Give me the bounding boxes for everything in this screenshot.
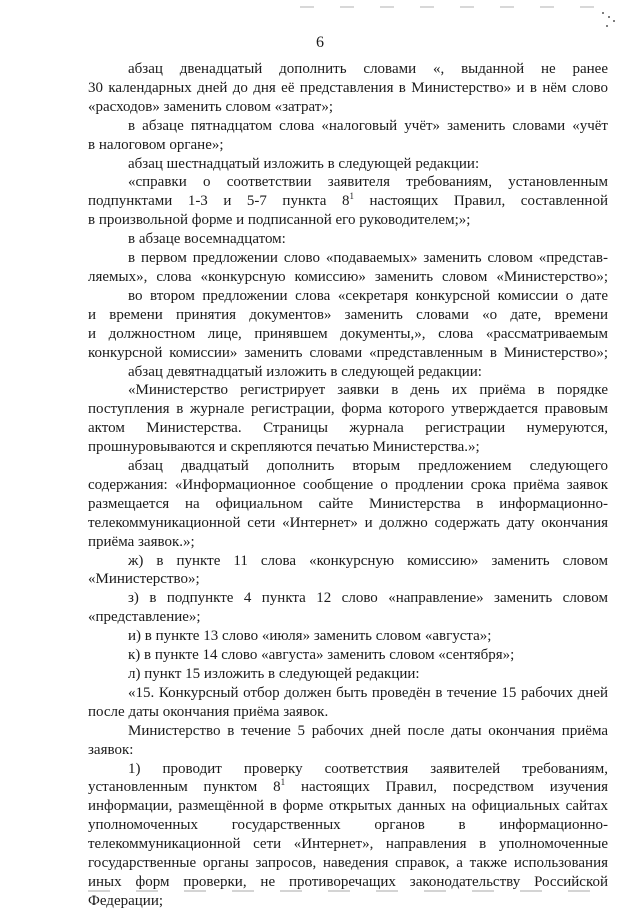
text-run: в произвольной форме и подписанной его руководителем;»; [88,212,471,229]
text-line [88,306,608,325]
text-line [88,778,608,797]
text-run: конкурсной комиссии» заменить словами «представленным в Министерство»; [88,344,608,361]
text-run: Министерство в течение 5 рабочих дней после даты окончания приёма [128,722,608,739]
text-line [88,892,608,911]
text-run: в первом предложении слово «подаваемых» заменить словом «представ- [128,250,608,267]
text-line [88,589,608,608]
text-line [88,684,608,703]
text-line [88,457,608,476]
text-run: после даты окончания приёма заявок. [88,703,329,720]
scan-artifact-bottom [88,890,608,892]
text-line [88,570,608,589]
scan-artifact-top [300,6,600,8]
text-line [88,665,608,684]
text-line [88,173,608,192]
text-line [88,98,608,117]
text-line [88,760,608,779]
text-line [88,495,608,514]
text-run: во втором предложении слова «секретаря конкурсной комиссии о дате [128,287,608,304]
text-line [88,268,608,287]
text-run: иных форм проверки, не противоречащих законодательству Российской [88,873,608,890]
text-run: приёма заявок.»; [88,533,195,550]
text-run: «справки о соответствии заявителя требованиям, установленным [128,174,608,191]
text-line [88,249,608,268]
text-run: ж) в пункте 11 слова «конкурсную комиссию» заменить словом [128,552,608,569]
text-line [88,287,608,306]
text-line [88,192,608,211]
text-run: и) в пункте 13 слово «июля» заменить словом «августа»; [128,628,492,645]
text-line [88,741,608,760]
text-run: «Министерство»; [88,571,200,588]
text-line [88,363,608,382]
text-line [88,552,608,571]
text-line [88,400,608,419]
text-line [88,211,608,230]
text-line [88,646,608,665]
text-line [88,117,608,136]
text-run: в налоговом органе»; [88,136,224,153]
text-run: размещается на официальном сайте Министерства в информационно- [88,495,608,512]
text-run: абзац девятнадцатый изложить в следующей редакции: [128,363,482,380]
text-line [88,381,608,400]
text-run: «представление»; [88,609,201,626]
text-run: в абзаце пятнадцатом слова «налоговый учёт» заменить словами «учёт [128,117,608,134]
scan-mark-icon [600,10,618,30]
text-line [88,60,608,79]
text-run: настоящих Правил, посредством изучения [285,779,608,796]
text-line [88,79,608,98]
text-line [88,816,608,835]
text-run: государственные органы запросов, наведения справок, а также использования [88,855,608,872]
text-run: «расходов» заменить словом «затрат»; [88,98,334,115]
text-line [88,155,608,174]
superscript: 1 [280,777,286,788]
text-run: телекоммуникационной сети «Интернет», направления в уполномоченные [88,836,608,853]
text-line [88,476,608,495]
text-run: з) в подпункте 4 пункта 12 слово «направление» заменить словом [128,590,608,607]
text-line [88,854,608,873]
text-run: в абзаце восемнадцатом: [128,231,286,248]
text-run: заявок: [88,741,134,758]
text-line [88,325,608,344]
text-run: к) в пункте 14 слово «августа» заменить словом «сентября»; [128,647,515,664]
text-run: прошнуровываются и скрепляются печатью Министерства.»; [88,439,480,456]
text-run: подпунктами 1-3 и 5-7 пункта 8 [88,193,350,210]
document-body [88,60,608,911]
text-line [88,514,608,533]
text-run: уполномоченных государственных органов в информационно- [88,817,608,834]
text-run: поступления в журнале регистрации, форма которого утверждается правовым [88,401,608,418]
text-line [88,344,608,363]
text-line [88,627,608,646]
text-run: настоящих Правил, составленной [353,193,608,210]
text-run: установленным пунктом 8 [88,779,281,796]
text-line [88,797,608,816]
text-line [88,533,608,552]
page-number: 6 [316,34,324,51]
text-run: абзац двенадцатый дополнить словами «, выданной не ранее [128,61,608,77]
text-line [88,136,608,155]
text-run: содержания: «Информационное сообщение о продлении срока приёма заявок [88,476,608,493]
text-line [88,230,608,249]
text-run: актом Министерства. Страницы журнала регистрации нумеруются, [88,420,608,437]
text-line [88,835,608,854]
text-run: 1) проводит проверку соответствия заявителей требованиям, [128,760,608,777]
text-run: и времени принятия документов» заменить словами «о дате, времени [88,306,608,323]
text-run: 30 календарных дней до дня её представления в Министерство» и в нём слово [88,79,608,96]
text-run: телекоммуникационной сети «Интернет» и должно содержать дату окончания [88,514,608,531]
superscript: 1 [349,191,354,202]
text-line [88,419,608,438]
text-run: ляемых», слова «конкурсную комиссию» заменить словом «Министерство»; [88,268,608,285]
text-run: абзац шестнадцатый изложить в следующей редакции: [128,155,480,172]
text-run: абзац двадцатый дополнить вторым предложением следующего [128,458,608,475]
text-run: «Министерство регистрирует заявки в день их приёма в порядке [128,382,608,399]
text-line [88,608,608,627]
text-run: «15. Конкурсный отбор должен быть проведён в течение 15 рабочих дней [128,684,608,701]
text-run: л) пункт 15 изложить в следующей редакции: [128,666,420,682]
text-run: информации, размещённой в форме открытых данных на официальных сайтах [88,798,608,815]
text-line [88,703,608,722]
text-line [88,722,608,741]
text-run: и должностном лице, принявшем документы,», слова «рассматриваемым [88,325,608,342]
text-line [88,438,608,457]
text-run: Федерации; [88,892,164,909]
